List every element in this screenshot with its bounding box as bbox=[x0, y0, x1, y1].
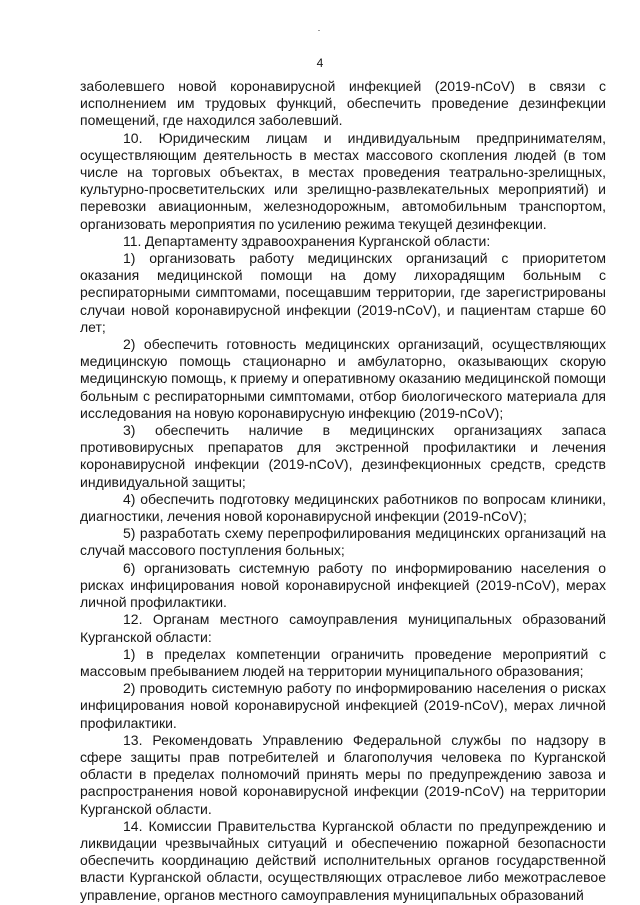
paragraph-11-item-2: 2) обеспечить готовность медицинских организаций, осуществляющих медицинскую помощь стационарно и амбулаторно, оказывающих скорую медицинскую помощь, к приему и оперативному оказанию медицинской помощи больным с респираторными симптомами, отбор биологического материала для исследования на новую коронавирусную инфекцию (2019-nCoV); bbox=[80, 336, 606, 421]
scan-speck bbox=[318, 30, 320, 31]
page-number: 4 bbox=[316, 56, 324, 70]
paragraph-11: 11. Департаменту здравоохранения Курганской области: bbox=[123, 232, 491, 249]
paragraph-12: 12. Органам местного самоуправления муниципальных образований Курганской области: bbox=[80, 611, 606, 645]
paragraph-12-item-1: 1) в пределах компетенции ограничить проведение мероприятий с массовым пребыванием людей на территории муниципального образования; bbox=[80, 645, 606, 679]
paragraph-14: 14. Комиссии Правительства Курганской области по предупреждению и ликвидации чрезвычайных ситуаций и обеспечению пожарной безопасности обеспечить координацию действий исполнительных органов государственной власти Курганской области, осуществляющих отраслевое либо межотраслевое управление, органов местного самоуправления муниципальных образований bbox=[80, 817, 606, 903]
paragraph-11-item-3: 3) обеспечить наличие в медицинских организациях запаса противовирусных препаратов для экстренной профилактики и лечения коронавирусной инфекции (2019-nCoV), дезинфекционных средств, средств индивидуальной защиты; bbox=[80, 422, 606, 490]
paragraph-11-item-5: 5) разработать схему перепрофилирования медицинских организаций на случай массового поступления больных; bbox=[80, 525, 606, 559]
paragraph-continuation: заболевшего новой коронавирусной инфекцией (2019-nCoV) в связи с исполнением им трудовых функций, обеспечить проведение дезинфекции помещений, где находился заболевший. bbox=[80, 78, 606, 129]
paragraph-10: 10. Юридическим лицам и индивидуальным предпринимателям, осуществляющим деятельность в местах массового скопления людей (в том числе на торговых объектах, в местах проведения театрально-зрелищных, культурно-просветительских или зрелищно-развлекательных мероприятий) и перевозки авиационным, железнодорожным, автомобильным транспортом, организовать мероприятия по усилению режима текущей дезинфекции. bbox=[80, 129, 606, 232]
paragraph-12-item-2: 2) проводить системную работу по информированию населения о рисках инфицирования новой коронавирусной инфекцией (2019-nCoV), мерах личной профилактики. bbox=[80, 680, 606, 731]
paragraph-13: 13. Рекомендовать Управлению Федеральной службы по надзору в сфере защиты прав потребителей и благополучия человека по Курганской области в пределах полномочий принять меры по предупреждению завоза и распространения новой коронавирусной инфекции (2019-nCoV) на территории Курганской области. bbox=[80, 731, 606, 817]
document-body bbox=[80, 78, 606, 904]
paragraph-11-item-1: 1) организовать работу медицинских организаций с приоритетом оказания медицинской помощи на дому лихорадящим больным с респираторными симптомами, посещавшим территории, где зарегистрированы случаи новой коронавирусной инфекции (2019-nCoV), и пациентам старше 60 лет; bbox=[80, 250, 606, 335]
paragraph-11-item-6: 6) организовать системную работу по информированию населения о рисках инфицирования новой коронавирусной инфекцией (2019-nCoV), мерах личной профилактики. bbox=[80, 559, 606, 611]
paragraph-11-item-4: 4) обеспечить подготовку медицинских работников по вопросам клиники, диагностики, лечения новой коронавирусной инфекции (2019-nCoV); bbox=[80, 490, 606, 525]
